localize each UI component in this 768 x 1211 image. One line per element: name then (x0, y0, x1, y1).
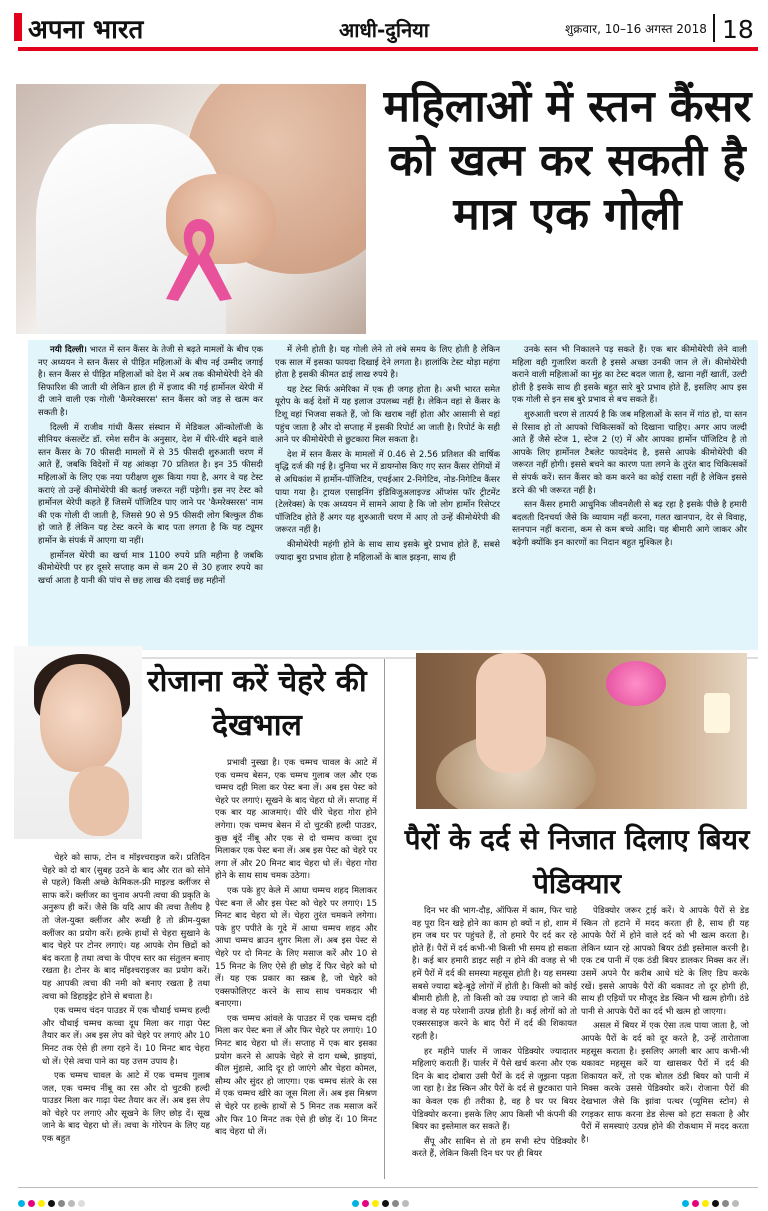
paragraph-text: में लेनी होती है। यह गोली लेने तो लंबे समय के लिए होती है लेकिन एक साल में इसका फायदा दिखाई देने लगता है। हालांकि टेस्ट थोड़ा महंगा होता है इसकी कीमत ढाई लाख रुपये है। (275, 345, 500, 381)
paragraph (275, 384, 500, 447)
story1-column-1 (38, 344, 263, 646)
paragraph (512, 409, 747, 497)
paragraph-text: दिन भर की भाग-दौड़, ऑफिस में काम, फिर चाहे वह पूरा दिन खड़े होने का काम हो क्यों न हो, शाम में हम जब घर पर पहुंचते हैं, तो हमारे पैर दर्द कर रहे होते हैं। पैरों में दर्द कभी-भी किसी भी समय हो सकता है। कई बार हमारी डाइट सही न होने की वजह से भी हमें पैरों में दर्द की समस्या महसूस होती है। यह समस्या सबसे ज्यादा बढ़े-बूढ़े लोगों में होती है। किसी को कोई बीमारी होती है, तो किसी को उम्र ज्यादा हो जाने की वजह से यह परेशानी उत्पन्न होती है। कई लोगों को तो एक्सरसाइज करने के बाद पैरों में दर्द की शिकायत रहती है। (412, 906, 577, 1042)
paragraph (38, 344, 263, 420)
column-divider (384, 659, 385, 1179)
paragraph (275, 449, 500, 537)
paragraph-text: देश में स्तन कैंसर के मामलों में 0.46 से 2.56 प्रतिशत की वार्षिक वृद्धि दर्ज की गई है। दुनिया भर में डायग्नोस किए गए स्तन कैंसर रोगियों में से अधिकांश में हार्मोन-पॉजिटिव, एचईआर 2-निगेटिव, नोड-निगेटिव कैंसर पाया गया है। ट्रायल एसाइनिंग इंडिविजुअलाइज्ड ऑप्शंस फॉर ट्रीटमेंट (टेलरेक्स) के एक अध्ययन में सामने आया है कि जो लोग हार्मोन रिसेप्टर पॉजिटिव होते हैं अगर यह शुरुआती चरण में आए तो उन्हें कीमोथेरेपी की जरूरत नहीं है। (275, 449, 500, 536)
page-number: 18 (722, 15, 754, 44)
registration-marks-left (18, 1192, 88, 1200)
paragraph (412, 1046, 577, 1134)
paragraph-text: चेहरे को साफ, टोन व मॉइश्चराइज करें। प्रतिदिन चेहरे को दो बार (सुबह उठने के बाद और रात को सोने से पहले) किसी अच्छे केमिकल-फ्री माइल्ड क्लींजर से साफ करें। क्लींजर का चुनाव अपनी त्वचा की प्रकृति के अनुरूप ही करें। जैसे कि यदि आप की त्वचा तैलीय है तो जेल-युक्त क्लींजर और रूखी है तो क्रीम-युक्त क्लींजर का प्रयोग करें। हल्के हाथों से चेहरा सुखाने के बाद चेहरे पर टोनर लगाएं। यह आपके रोम छिद्रों को बंद करता है तथा त्वचा के पीएच स्तर का संतुलन बनाए रखता है। टोनर के बाद मॉइश्चराइजर का प्रयोग करें। यह आपकी त्वचा की नमी को बनाए रखता है तथा त्वचा को डिहाइड्रेट होने से बचाता है। (42, 853, 210, 1002)
story2-column-2 (215, 757, 377, 1176)
paragraph (512, 344, 747, 407)
page-header (0, 0, 768, 48)
paragraph (412, 905, 577, 1044)
paragraph-text: कीमोथेरेपी महंगी होने के साथ साथ इसके बुरे प्रभाव होते हैं, सबसे ज्यादा बुरा प्रभाव होता है महिलाओं के बाल झड़ना, साथ ही (275, 539, 500, 563)
paragraph-text: शुरुआती चरण से तात्पर्य है कि जब महिलाओं के स्तन में गांठ हो, या स्तन से रिसाव हो तो आपको चिकित्सकों को दिखाना चाहिए। अगर आप जल्दी आते हैं जैसे स्टेज 1, स्टेज 2 (ए) में और आपका हार्मोन पॉजिटिव है तो आपके लिए हार्मोनल टैबलेट फायदेमंद है, इससे आपके कीमोथेरेपी की जरूरत नहीं होगी। इससे बचने का कारण पता लगने के तुरंत बाद चिकित्सकों से संपर्क करें। स्तन कैंसर को कम करने का कोई रास्ता नहीं है लेकिन इससे डरने की भी जरूरत नहीं है। (512, 409, 747, 496)
story3-headline: पैरों के दर्द से निजात दिलाए बियर पेडिक्यार (404, 823, 750, 900)
dateline: नयी दिल्ली। (50, 345, 87, 355)
paragraph-text: एक चम्मच आंवले के पाउडर में एक चम्मच दही मिला कर पेस्ट बना लें और फिर चेहरे पर लगाएं। 10 मिनट बाद चेहरा धो लें। सप्ताह में एक बार इसका प्रयोग करने से आपके चेहरे से दाग धब्बे, झाइयां, कील मुंहासे, आदि दूर हो जाएंगे और चेहरा कोमल, सौम्य और सुंदर हो जाएगा। एक चम्मच संतरे के रस में एक चम्मच खीरे का जूस मिला लें। अब इस मिश्रण से चेहरे पर हल्के हाथों से 5 मिनट तक मसाज करें और फिर 10 मिनट तक ऐसे ही छोड़ दें। 10 मिनट बाद चेहरा धो लें। (215, 1013, 377, 1138)
registration-marks-right (682, 1192, 742, 1200)
story1-photo (16, 84, 366, 334)
paragraph (512, 499, 747, 549)
paragraph-text: एक पके हुए केले में आधा चम्मच शहद मिलाकर पेस्ट बना लें और इस पेस्ट को चेहरे पर लगाएं। 15 मिनट बाद चेहरा धो लें। चेहरा तुरंत चमकने लगेगा। पके हुए पपीते के गूदे में आधा चम्मच शहद और आधा चम्मच ब्राउन शुगर मिला लें। अब इस पेस्ट से चेहरे पर दो मिनट के लिए मसाज करें और 10 से 15 मिनट के लिए ऐसे ही छोड़ दें फिर चेहरे को धो लें। यह एक प्रकार का स्क्रब है, जो चेहरे को एक्सफोलिएट करने के साथ साथ चमकदार भी बनाएगा। (215, 885, 377, 1010)
footer-rule (18, 1187, 758, 1188)
paragraph (215, 885, 377, 1011)
paragraph-text: सैंपू और साबिन से तो हम सभी स्टेप पेडिक्योर करते हैं, लेकिन किसी दिन घर पर ही बियर (412, 1136, 577, 1160)
paragraph-text: हर महीने पार्लर में जाकर पेडिक्योर ज्यादातर महिलाएं कराती हैं। पार्लर में पैसे खर्च करना और एक दिन के बाद दोबारा उसी पैरों के दर्द से जूझना पड़ता जा रहा है। डेड स्किन और पैरों के दर्द से छुटकारा पाने का केवल एक ही तरीका है, वह है घर पर बियर पेडिक्योर करना। इसके लिए आप किसी भी कंपनी की बियर का इस्तेमाल कर सकते हैं। (412, 1046, 577, 1133)
paragraph (42, 1070, 210, 1146)
issue-date: शुक्रवार, 10–16 अगस्त 2018 (565, 22, 707, 36)
paragraph-text: दिल्ली में राजीव गांधी कैंसर संस्थान में मेडिकल ऑन्कोलॉजी के सीनियर कंसल्टेंट डॉ. रमेश सरीन के अनुसार, देश में धीरे-धीरे बढ़ने वाले स्तन कैंसर के 70 फीसदी मामलों में से 35 फीसदी शुरुआती चरण में आते हैं, जबकि विदेशों में यह आंकड़ा 70 प्रतिशत है। इन 35 फीसदी महिलाओं के लिए एक नया परीक्षण शुरू किया गया है, अगर वे यह टेस्ट कराएं तो उन्हें कीमोथेरेपी की कतई जरूरत नहीं पड़ेगी। इस नए टेस्ट को हार्मोनल थेरेपी कहते हैं जिसमें पॉजिटिव पाए जाने पर 'कैमरेक्सरस' नाम की एक गोली दी जाती है, जिससे 90 से 95 फीसदी लोग बिल्कुल ठीक हो जाते हैं लेकिन यह टेस्ट करने के बाद पता लगता है कि यह ट्यूमर हार्मोन के संपर्क में आएगा या नहीं। (38, 422, 263, 546)
paragraph (412, 1136, 577, 1161)
story2-column-1 (42, 852, 210, 1176)
paragraph (38, 422, 263, 548)
paragraph-text: उनके स्तन भी निकालने पड़ सकते हैं। एक बार कीमोथेरेपी लेने वाली महिला वही गुजारिश करती है इससे अच्छा उनकी जान ले लें। कीमोथेरेपी कराने वाली महिलाओं का मुंह का टेस्ट बदल जाता है, खाना नहीं खातीं, उल्टी होती है इसके साथ ही इसके बहुत सारे बुरे प्रभाव होते हैं, इसलिए आप इस एक गोली से इन सब बुरे प्रभाव से बच सकते हैं। (512, 345, 747, 406)
story1-column-2 (275, 344, 500, 646)
story1-column-3 (512, 344, 747, 646)
story3-column-2 (581, 905, 749, 1180)
story1-headline: महिलाओं में स्तन कैंसर को खत्म कर सकती है मात्र एक गोली (383, 81, 752, 240)
paragraph (275, 344, 500, 382)
story3-column-1 (412, 905, 577, 1180)
page-number-divider (713, 14, 715, 42)
paragraph-text: असल में बियर में एक ऐसा तत्व पाया जाता है, जो आपके पैरों के दर्द को दूर करते है, उन्हें तारोताजा महसूस कराता है। इसलिए अगली बार आप कभी-भी थकावट महसूस करें या खासकर पैरों में दर्द की शिकायत करें, तो एक बोतल ठंडी बियर को पानी में मिक्स करके उससे पेडिक्योर करें। रोजाना पैरों की देखभाल जैसे कि झांवा पत्थर (प्यूमिस स्टोन) से रगड़कर साफ करना डेड सेल्स को हटा सकता है और पैरों में समस्याएं उत्पन्न होने की रोकथाम में मदद करता है। (581, 1021, 749, 1145)
section-title: आधी-दुनिया (339, 18, 429, 42)
paragraph-text: प्रभावी नुस्खा है। एक चम्मच चावल के आटे में एक चम्मच बेसन, एक चम्मच गुलाब जल और एक चम्मच दही मिला कर पेस्ट बना लें। अब इस पेस्ट को चेहरे पर लगाएं। सूखने के बाद चेहरा धो लें। सप्ताह में एक बार यह आजमाएं। धीरे धीरे चेहरा गोरा होने लगेगा। एक चम्मच बेसन में दो चुटकी हल्दी पाउडर, कुछ बूंदें नींबू और एक से दो चम्मच कच्चा दूध मिलाकर एक पेस्ट बना लें। अब इस पेस्ट को चेहरे पर लगा लें और 20 मिनट बाद चेहरा धो लें। चेहरा गोरा होने के साथ साथ चमक उठेगा। (215, 758, 377, 882)
paragraph (581, 1020, 749, 1146)
paragraph (42, 852, 210, 1003)
paragraph-text: एक चम्मच चावल के आटे में एक चम्मच गुलाब जल, एक चम्मच नींबू का रस और दो चुटकी हल्दी पाउडर मिला कर गाढ़ा पेस्ट तैयार कर लें। अब इस लेप को चेहरे पर लगाएं और सूखने के लिए छोड़ दें। सूख जाने के बाद चेहरा धो लें। त्वचा के गोरेपन के लिए यह एक बहुत (42, 1071, 210, 1145)
story2-photo (14, 646, 142, 839)
paragraph (38, 550, 263, 588)
paragraph (215, 1013, 377, 1139)
paragraph-text: यह टेस्ट सिर्फ अमेरिका में एक ही जगह होता है। अभी भारत समेत यूरोप के कई देशों में यह इलाज उपलब्ध नहीं है। लेकिन वहां से कैंसर के टिशू वहां भिजवा सकते हैं, जो कि खराब नहीं होता और आसानी से वहां पहुंच जाता है और दो सप्ताह में इसकी रिपोर्ट आ जाती है। रिपोर्ट के सही आने पर कीमोथेरेपी से छुटकारा मिल सकता है। (275, 384, 500, 446)
story2-headline: रोजाना करें चेहरे की देखभाल (147, 664, 367, 743)
pink-ribbon-icon (154, 209, 244, 309)
registration-marks-center (352, 1192, 412, 1200)
header-rule (18, 47, 758, 51)
paragraph-text: हार्मोनल थेरेपी का खर्चा मात्र 1100 रुपये प्रति महीना है जबकि कीमोथेरेपी पर हर दूसरे सप्ताह कम से कम 20 से 30 हजार रुपये का खर्चा आता है यानी की पांच से छह लाख की दवाई छह महीनों (38, 550, 263, 586)
paragraph-text: भारत में स्तन कैंसर के तेजी से बढ़ते मामलों के बीच एक नए अध्ययन ने स्तन कैंसर से पीड़ित महिलाओं के बीच नई उम्मीद जगाई है। स्तन कैंसर से पीड़ित महिलाओं को देश में अब तक कीमोथेरेपी देने की सिफारिश की जाती थी लेकिन हाल ही में इजाद की गई हार्मोनल थेरेपी में दी जाने वाली एक गोली 'कैमरेक्सरस' स्तन कैंसर को जड़ से खत्म कर सकती है। (38, 345, 263, 418)
paragraph (215, 757, 377, 883)
paragraph-text: स्तन कैंसर हमारी आधुनिक जीवनशैली से बढ़ रहा है इसके पीछे है हमारी बदलती दिनचर्या जैसे कि व्यायाम नहीं करना, गलत खानपान, देर से विवाह, स्तनपान नहीं कराना, कम से कम बच्चे आदि। यह बीमारी आगे जाकर और बढ़ेगी क्योंकि इन कारणों का निदान बहुत मुश्किल है। (512, 500, 747, 548)
story3-photo (416, 653, 747, 809)
masthead-logo: अपना भारत (28, 15, 144, 45)
paragraph (42, 1005, 210, 1068)
paragraph (275, 539, 500, 564)
paragraph-text: पेडिक्योर जरूर ट्राई करें। ये आपके पैरों से डेड स्किन तो हटाने में मदद करता ही है, साथ ही यह आपके पैरों में होने वाले दर्द को भी खत्म करता है। लेकिन ध्यान रहे आपको बियर ठंडी इस्तेमाल करनी है। एक टब पानी में एक ठंडी बियर डालकर मिक्स कर लें। उसमें अपने पैर करीब आधे घंटे के लिए डिप करके रखें। इससे आपके पैरों की थकावट तो दूर होगी ही, साथ ही एड़ियों पर मौजूद डेड स्किन भी खत्म होगी। ठंडे पानी से आपके पैरों का दर्द भी खत्म हो जाएगा। (581, 906, 749, 1017)
paragraph (581, 905, 749, 1018)
paragraph-text: एक चम्मच चंदन पाउडर में एक चौथाई चम्मच हल्दी और चौथाई चम्मच कच्चा दूध मिला कर गाढ़ा पेस्ट तैयार कर लें। अब इस लेप को चेहरे पर लगाएं और 10 मिनट तक ऐसे ही लगा रहने दें। 10 मिनट बाद चेहरा धो लें। ऐसे त्वचा पाने का यह उत्तम उपाय है। (42, 1006, 210, 1067)
